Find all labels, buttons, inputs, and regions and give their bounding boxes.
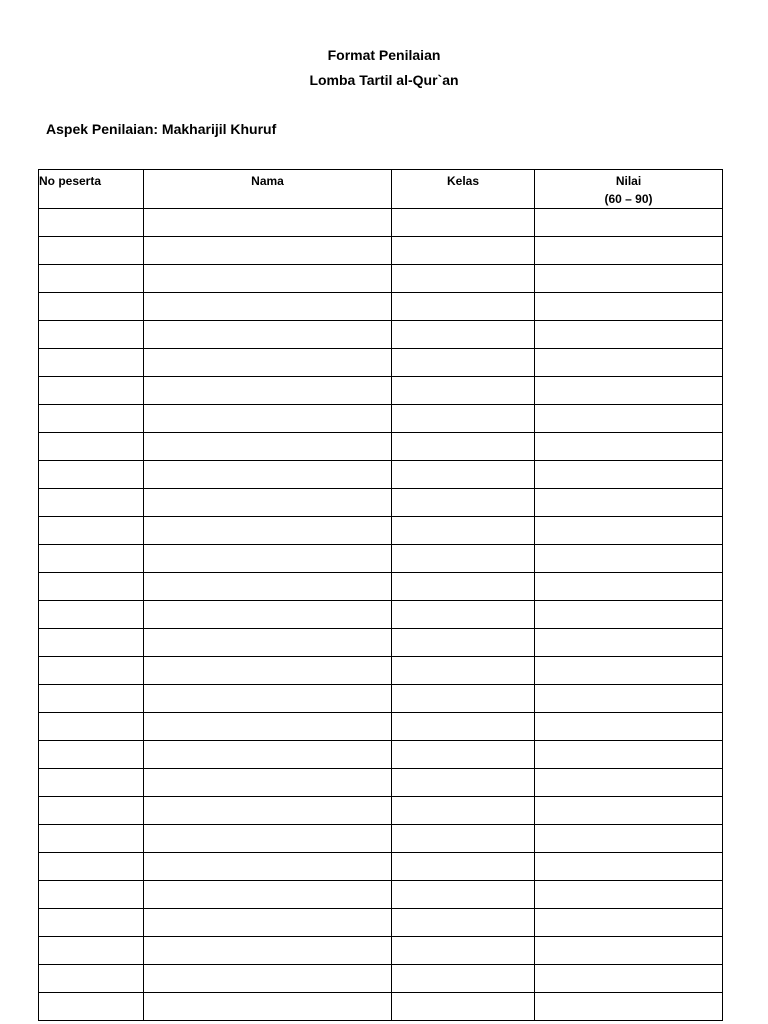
cell-kelas (392, 489, 535, 517)
cell-no-peserta (39, 965, 144, 993)
cell-nama (144, 573, 392, 601)
cell-no-peserta (39, 853, 144, 881)
cell-kelas (392, 993, 535, 1021)
cell-no-peserta (39, 433, 144, 461)
cell-kelas (392, 545, 535, 573)
cell-nilai (535, 937, 723, 965)
header-kelas: Kelas (392, 170, 535, 209)
table-row (39, 881, 723, 909)
table-row (39, 237, 723, 265)
cell-nama (144, 713, 392, 741)
cell-kelas (392, 965, 535, 993)
table-row (39, 489, 723, 517)
cell-kelas (392, 797, 535, 825)
cell-no-peserta (39, 377, 144, 405)
cell-no-peserta (39, 321, 144, 349)
cell-nilai (535, 405, 723, 433)
table-row (39, 265, 723, 293)
cell-nilai (535, 377, 723, 405)
cell-nilai (535, 713, 723, 741)
table-row (39, 937, 723, 965)
cell-nilai (535, 601, 723, 629)
table-row (39, 741, 723, 769)
table-row (39, 713, 723, 741)
cell-kelas (392, 377, 535, 405)
cell-kelas (392, 713, 535, 741)
table-row (39, 321, 723, 349)
table-header-row (39, 170, 723, 209)
table-row (39, 293, 723, 321)
table-body (39, 209, 723, 1021)
cell-nama (144, 293, 392, 321)
table-row (39, 657, 723, 685)
table-row (39, 601, 723, 629)
cell-nilai (535, 853, 723, 881)
cell-kelas (392, 741, 535, 769)
cell-nama (144, 965, 392, 993)
cell-kelas (392, 853, 535, 881)
cell-no-peserta (39, 237, 144, 265)
cell-kelas (392, 825, 535, 853)
cell-no-peserta (39, 909, 144, 937)
cell-nama (144, 265, 392, 293)
cell-no-peserta (39, 209, 144, 237)
cell-nama (144, 489, 392, 517)
cell-nama (144, 377, 392, 405)
cell-nilai (535, 657, 723, 685)
cell-nama (144, 937, 392, 965)
cell-nama (144, 657, 392, 685)
cell-no-peserta (39, 881, 144, 909)
cell-nama (144, 433, 392, 461)
score-table (38, 169, 723, 1021)
cell-kelas (392, 601, 535, 629)
header-nilai-label: Nilai (615, 174, 642, 188)
cell-kelas (392, 909, 535, 937)
table-row (39, 769, 723, 797)
cell-no-peserta (39, 405, 144, 433)
cell-no-peserta (39, 265, 144, 293)
cell-no-peserta (39, 993, 144, 1021)
cell-nama (144, 209, 392, 237)
cell-nama (144, 993, 392, 1021)
table-row (39, 685, 723, 713)
cell-kelas (392, 629, 535, 657)
cell-nilai (535, 237, 723, 265)
cell-no-peserta (39, 629, 144, 657)
cell-nilai (535, 573, 723, 601)
cell-no-peserta (39, 825, 144, 853)
table-row (39, 993, 723, 1021)
table-row (39, 545, 723, 573)
cell-no-peserta (39, 349, 144, 377)
cell-nilai (535, 321, 723, 349)
cell-nama (144, 853, 392, 881)
cell-no-peserta (39, 713, 144, 741)
cell-kelas (392, 405, 535, 433)
cell-nilai (535, 489, 723, 517)
cell-nama (144, 349, 392, 377)
cell-nama (144, 797, 392, 825)
cell-nama (144, 741, 392, 769)
table-row (39, 209, 723, 237)
cell-no-peserta (39, 573, 144, 601)
cell-no-peserta (39, 489, 144, 517)
cell-nilai (535, 209, 723, 237)
table-row (39, 433, 723, 461)
table-row (39, 461, 723, 489)
cell-nilai (535, 265, 723, 293)
cell-no-peserta (39, 601, 144, 629)
table-row (39, 825, 723, 853)
cell-kelas (392, 265, 535, 293)
cell-nama (144, 321, 392, 349)
table-row (39, 573, 723, 601)
cell-nama (144, 517, 392, 545)
cell-kelas (392, 433, 535, 461)
cell-kelas (392, 769, 535, 797)
cell-no-peserta (39, 797, 144, 825)
cell-nama (144, 909, 392, 937)
cell-kelas (392, 937, 535, 965)
table-row (39, 349, 723, 377)
cell-kelas (392, 293, 535, 321)
cell-no-peserta (39, 685, 144, 713)
cell-nilai (535, 349, 723, 377)
header-nilai (535, 170, 723, 209)
cell-no-peserta (39, 769, 144, 797)
cell-kelas (392, 517, 535, 545)
cell-nama (144, 461, 392, 489)
header-nilai-range: (60 – 90) (604, 192, 653, 206)
assessment-aspect: Aspek Penilaian: Makharijil Khuruf (46, 121, 277, 137)
table-row (39, 797, 723, 825)
table-row (39, 909, 723, 937)
cell-kelas (392, 573, 535, 601)
cell-nama (144, 769, 392, 797)
cell-nilai (535, 685, 723, 713)
cell-kelas (392, 685, 535, 713)
cell-kelas (392, 461, 535, 489)
table-row (39, 377, 723, 405)
cell-nama (144, 881, 392, 909)
cell-kelas (392, 209, 535, 237)
cell-nilai (535, 517, 723, 545)
cell-nilai (535, 769, 723, 797)
cell-nilai (535, 881, 723, 909)
cell-no-peserta (39, 937, 144, 965)
cell-nama (144, 825, 392, 853)
cell-nilai (535, 825, 723, 853)
cell-nilai (535, 965, 723, 993)
cell-kelas (392, 349, 535, 377)
cell-nama (144, 545, 392, 573)
table-row (39, 965, 723, 993)
document-title: Format Penilaian (327, 47, 441, 63)
document-subtitle: Lomba Tartil al-Qur`an (309, 72, 459, 88)
table-row (39, 853, 723, 881)
cell-kelas (392, 237, 535, 265)
cell-nilai (535, 797, 723, 825)
cell-no-peserta (39, 545, 144, 573)
cell-nilai (535, 433, 723, 461)
cell-kelas (392, 321, 535, 349)
cell-nilai (535, 909, 723, 937)
cell-no-peserta (39, 657, 144, 685)
cell-kelas (392, 657, 535, 685)
cell-nama (144, 405, 392, 433)
cell-nama (144, 629, 392, 657)
cell-nilai (535, 993, 723, 1021)
cell-nama (144, 237, 392, 265)
table-row (39, 517, 723, 545)
cell-no-peserta (39, 293, 144, 321)
cell-nama (144, 601, 392, 629)
cell-nama (144, 685, 392, 713)
cell-nilai (535, 545, 723, 573)
cell-no-peserta (39, 461, 144, 489)
cell-nilai (535, 293, 723, 321)
cell-no-peserta (39, 517, 144, 545)
header-no-peserta: No peserta (39, 170, 144, 209)
cell-nilai (535, 629, 723, 657)
cell-nilai (535, 461, 723, 489)
header-nama: Nama (144, 170, 392, 209)
table-row (39, 629, 723, 657)
cell-kelas (392, 881, 535, 909)
cell-no-peserta (39, 741, 144, 769)
cell-nilai (535, 741, 723, 769)
table-row (39, 405, 723, 433)
